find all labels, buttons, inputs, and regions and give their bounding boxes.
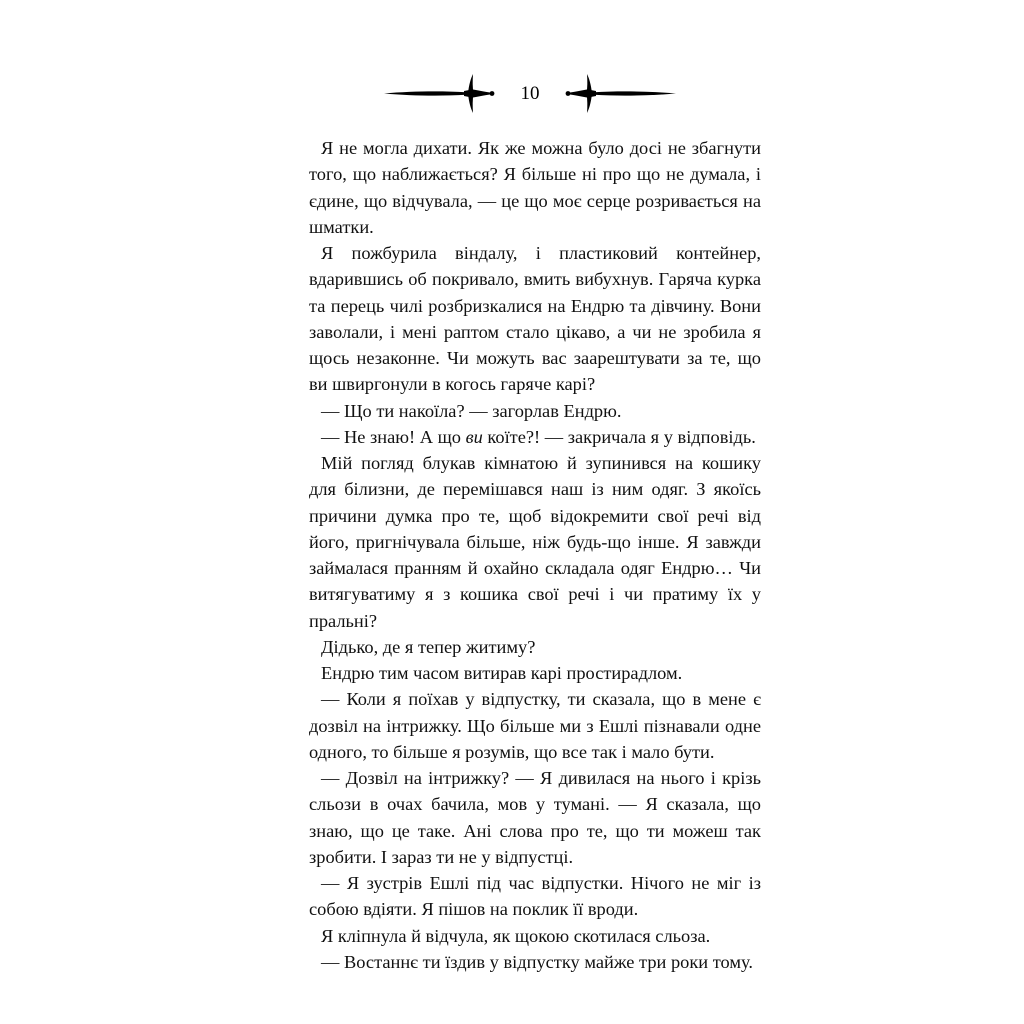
paragraph-2: Я пожбурила віндалу, і пластиковий контейнер, вдарившись об покривало, вмить вибухнув. Гаряча курка та перець чилі розбризкалися на Ендрю та дівчину. Вони заволали, і мені раптом стало цікаво, а чи не зробила я щось незаконне. Чи можуть вас заарештувати за те, що ви швиргонули в когось гаряче карі? bbox=[309, 243, 761, 395]
page-number: 10 bbox=[520, 83, 540, 104]
paragraph-10: — Я зустрів Ешлі під час відпустки. Нічого не міг із собою вдіяти. Я пішов на поклик її вроди. bbox=[309, 873, 761, 920]
paragraph-7: Ендрю тим часом витирав карі простирадлом. bbox=[321, 663, 683, 683]
paragraph-6: Дідько, де я тепер житиму? bbox=[321, 636, 536, 657]
right-sword-icon bbox=[566, 74, 676, 113]
paragraph-12: — Востаннє ти їздив у відпустку майже три роки тому. bbox=[321, 951, 753, 972]
paragraph-4-after: коїте?! — закричала я у відповідь. bbox=[482, 426, 756, 447]
paragraph-5: Мій погляд блукав кімнатою й зупинився на кошику для білизни, де перемішався наш із ним одяг. З якоїсь причини думка про те, щоб відокремити свої речі від його, пригнічувала більше, ніж будь-що інше. Я завжди займалася пранням й охайно складала одяг Ендрю… Чи витягуватиму я з кошика свої речі і чи пратиму їх у пральні? bbox=[309, 453, 761, 631]
paragraph-4 bbox=[309, 424, 761, 450]
paragraph-9: — Дозвіл на інтрижку? — Я дивилася на нього і крізь сльози в очах бачила, мов у тумані. — Я сказала, що знаю, що це таке. Ані слова про те, що ти можеш так зробити. І зараз ти не у відпустці. bbox=[309, 768, 761, 867]
page-header bbox=[380, 72, 680, 116]
paragraph-4-before: — Не знаю! А що bbox=[321, 426, 466, 447]
paragraph-4-emphasis: ви bbox=[465, 426, 483, 447]
paragraph-3: — Що ти накоїла? — загорлав Ендрю. bbox=[321, 400, 622, 421]
paragraph-1: Я не могла дихати. Як же можна було досі не збагнути того, що наближається? Я більше ні про що не думала, і єдине, що відчувала, — це що моє серце розривається на шматки. bbox=[309, 138, 761, 237]
paragraph-11: Я кліпнула й відчула, як щокою скотилася сльоза. bbox=[321, 925, 711, 946]
left-sword-icon bbox=[384, 74, 494, 113]
paragraph-8: — Коли я поїхав у відпустку, ти сказала, що в мене є дозвіл на інтрижку. Що більше ми з Ешлі пізнавали одне одного, то більше я розумів, що все так і мало бути. bbox=[309, 689, 761, 762]
body-text bbox=[309, 135, 761, 975]
